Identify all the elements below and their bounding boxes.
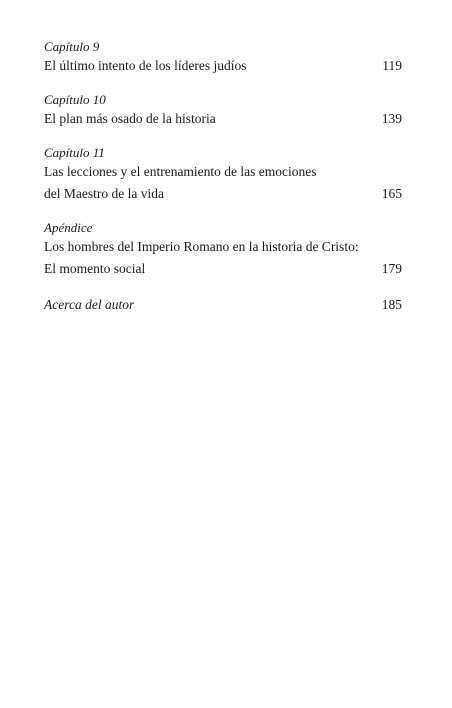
page-number: 165: [381, 186, 402, 201]
toc-entry-chapter-9: [44, 38, 402, 77]
page-number: 185: [381, 297, 402, 312]
page-number: 119: [382, 58, 402, 73]
chapter-title: El plan más osado de la historia: [44, 111, 216, 126]
chapter-title-line-1: Las lecciones y el entrenamiento de las emociones: [44, 164, 317, 179]
toc-line: [44, 55, 402, 77]
appendix-label: Apéndice: [44, 220, 93, 235]
toc-entry-about-author: [44, 294, 402, 316]
toc-line: [44, 294, 402, 316]
toc-entry-appendix: [44, 219, 402, 280]
toc-entry-chapter-10: [44, 91, 402, 130]
chapter-title: El último intento de los líderes judíos: [44, 58, 247, 73]
table-of-contents: [44, 38, 402, 330]
toc-line: [44, 108, 402, 130]
chapter-label: Capítulo 11: [44, 145, 105, 160]
toc-entry-chapter-11: [44, 144, 402, 205]
toc-line: [44, 161, 402, 183]
appendix-title-line-2: El momento social: [44, 261, 146, 276]
page-number: 179: [381, 261, 402, 276]
page-number: 139: [381, 111, 402, 126]
appendix-title-line-1: Los hombres del Imperio Romano en la historia de Cristo:: [44, 239, 359, 254]
toc-line: [44, 183, 402, 205]
toc-line: [44, 236, 402, 258]
toc-line: [44, 258, 402, 280]
chapter-title-line-2: del Maestro de la vida: [44, 186, 164, 201]
about-author-title: Acerca del autor: [44, 297, 135, 312]
chapter-label: Capítulo 10: [44, 92, 106, 107]
chapter-label: Capítulo 9: [44, 39, 100, 54]
